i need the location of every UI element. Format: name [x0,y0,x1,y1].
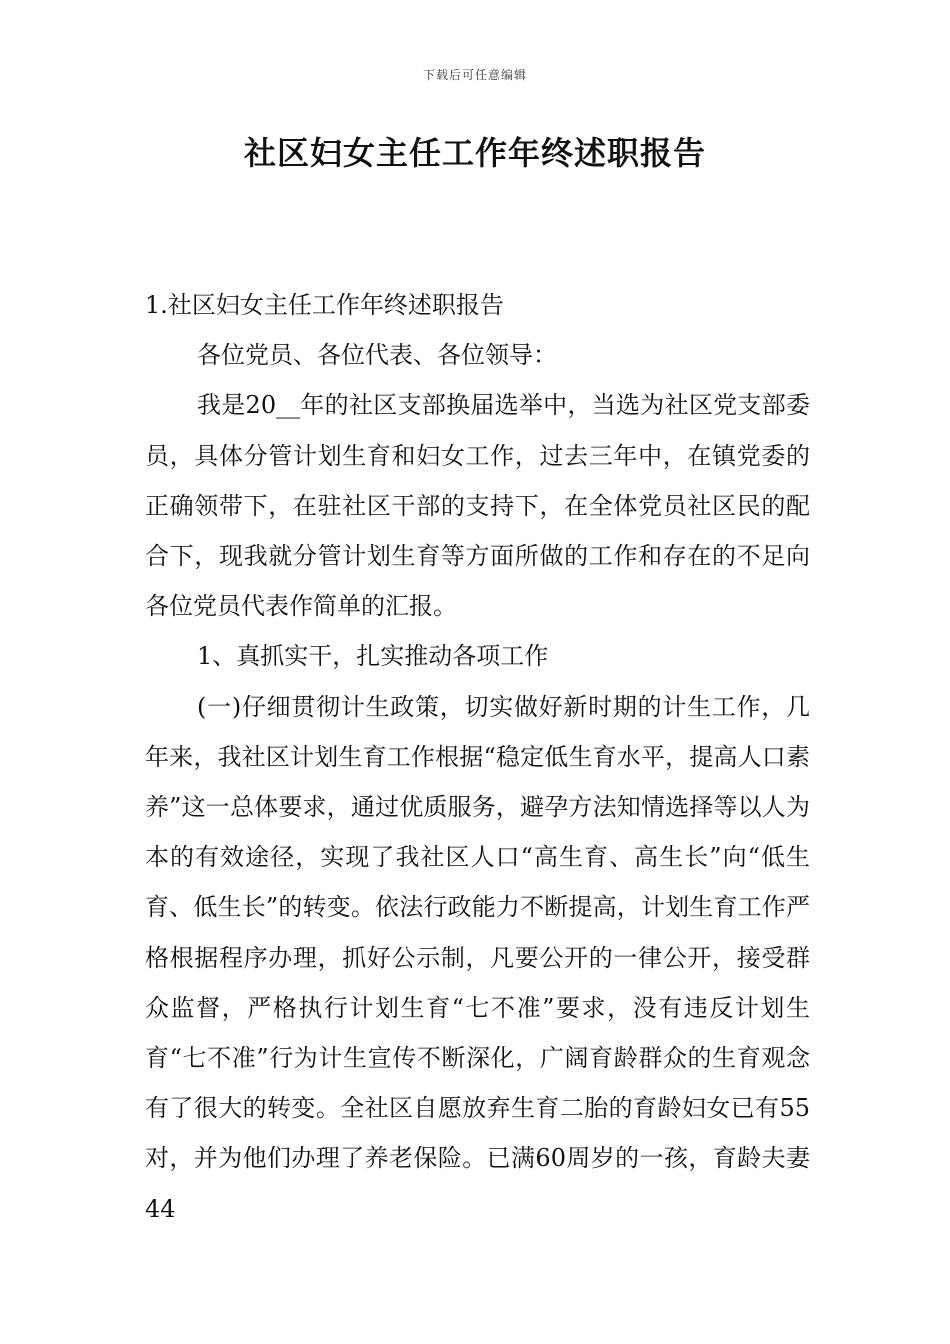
document-body [145,280,810,1234]
document-title: 社区妇女主任工作年终述职报告 [243,134,706,172]
salutation-paragraph: 各位党员、各位代表、各位领导： [197,341,557,370]
section-heading: 1.社区妇女主任工作年终述职报告 [145,291,504,319]
body-paragraph: (一)仔细贯彻计生政策，切实做好新时期的计生工作，几年来，我社区计划生育工作根据“稳定低生育水平，提高人口素养”这一总体要求，通过优质服务，避孕方法知情选择等以人为本的有效途径，实现了我社区人口“高生育、高生长”向“低生育、低生长”的转变。依法行政能力不断提高，计划生育工作严格根据程序办理，抓好公示制，凡要公开的一律公开，接受群众监督，严格执行计划生育“七不准”要求，没有违反计划生育“七不准”行为计生宣传不断深化，广阔育龄群众的生育观念有了很大的转变。全社区自愿放弃生育二胎的育龄妇女已有55对，并为他们办理了养老保险。已满60周岁的一孩，育龄夫妻44 [145,692,810,1223]
header-note: 下载后可任意编辑 [422,68,527,82]
subsection-heading: 1、真抓实干，扎实推动各项工作 [197,642,549,671]
intro-paragraph: 我是20__年的社区支部换届选举中，当选为社区党支部委员，具体分管计划生育和妇女工作，过去三年中，在镇党委的正确领带下，在驻社区干部的支持下，在全体党员社区民的配合下，现我就分管计划生育等方面所做的工作和存在的不足向各位党员代表作简单的汇报。 [145,391,810,621]
